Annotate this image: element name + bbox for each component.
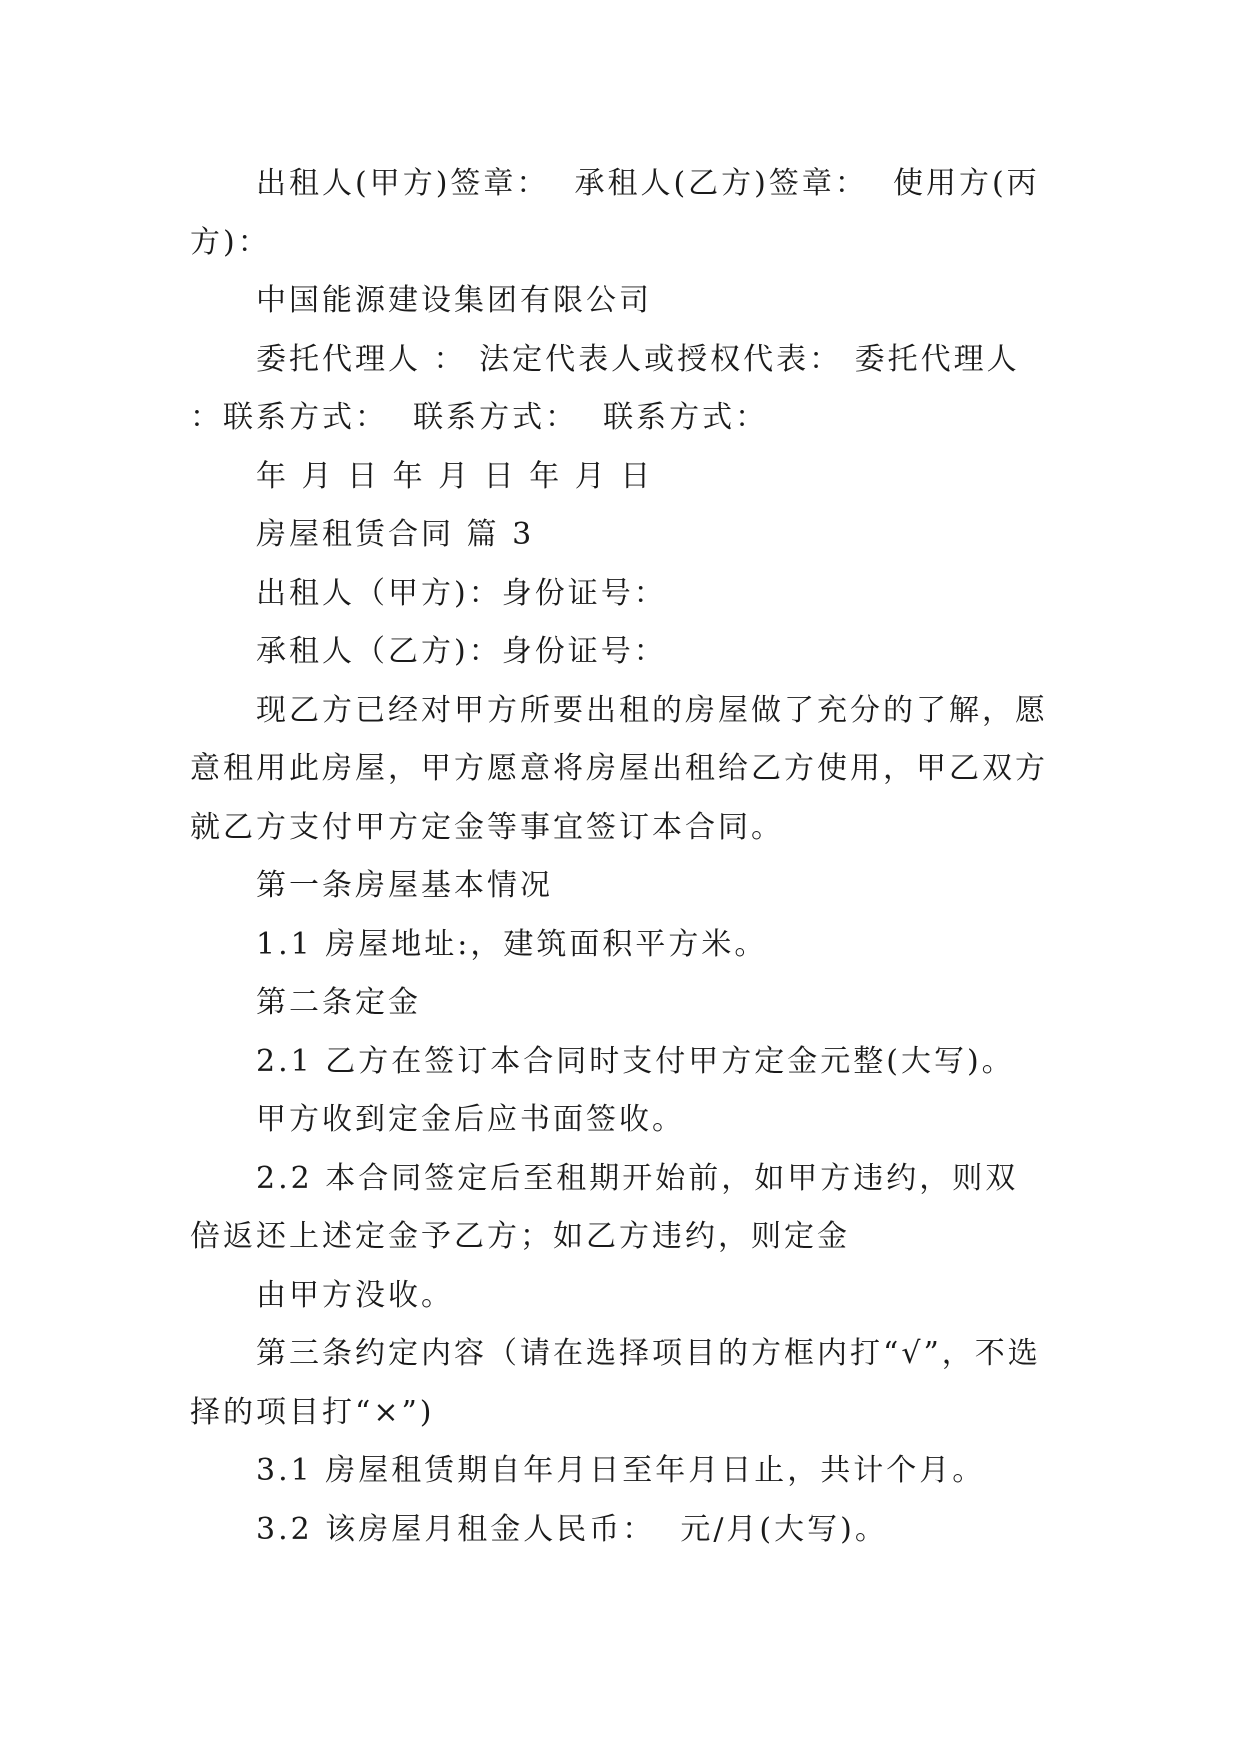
- document-body: [190, 155, 1050, 1559]
- article-3-heading: 第三条约定内容（请在选择项目的方框内打“√”，不选择的项目打“×”): [190, 1336, 1041, 1430]
- lessee-line: 承租人（乙方)：身份证号：: [256, 634, 667, 669]
- contract-heading: 房屋租赁合同 篇 3: [256, 517, 535, 552]
- lessor-line: 出租人（甲方)：身份证号：: [256, 575, 667, 611]
- preamble-paragraph: 现乙方已经对甲方所要出租的房屋做了充分的了解，愿意租用此房屋，甲方愿意将房屋出租给乙方使用，甲乙双方就乙方支付甲方定金等事宜签订本合同。: [190, 692, 1048, 845]
- clause-2-1: 2.1 乙方在签订本合同时支付甲方定金元整(大写)。: [256, 1043, 1015, 1079]
- agent-contact-line: 委托代理人 ： 法定代表人或授权代表： 委托代理人 ：联系方式： 联系方式： 联系方式：: [190, 341, 1033, 435]
- article-2-heading: 第二条定金: [256, 985, 421, 1020]
- clause-3-2: 3.2 该房屋月租金人民币： 元/月(大写)。: [256, 1511, 888, 1547]
- article-1-heading: 第一条房屋基本情况: [256, 868, 553, 903]
- clause-3-1: 3.1 房屋租赁期自年月日至年月日止，共计个月。: [256, 1453, 986, 1488]
- clause-2-2-continued: 由甲方没收。: [256, 1277, 454, 1313]
- company-name: 中国能源建设集团有限公司: [256, 283, 652, 318]
- signature-parties-line: 出租人(甲方)签章： 承租人(乙方)签章： 使用方(丙方)：: [190, 166, 1040, 260]
- deposit-receipt-line: 甲方收到定金后应书面签收。: [256, 1102, 685, 1137]
- clause-1-1: 1.1 房屋地址:，建筑面积平方米。: [256, 926, 768, 962]
- date-line: 年 月 日 年 月 日 年 月 日: [256, 458, 654, 494]
- clause-2-2: 2.2 本合同签定后至租期开始前，如甲方违约，则双倍返还上述定金予乙方；如乙方违约，则定金: [190, 1160, 1019, 1254]
